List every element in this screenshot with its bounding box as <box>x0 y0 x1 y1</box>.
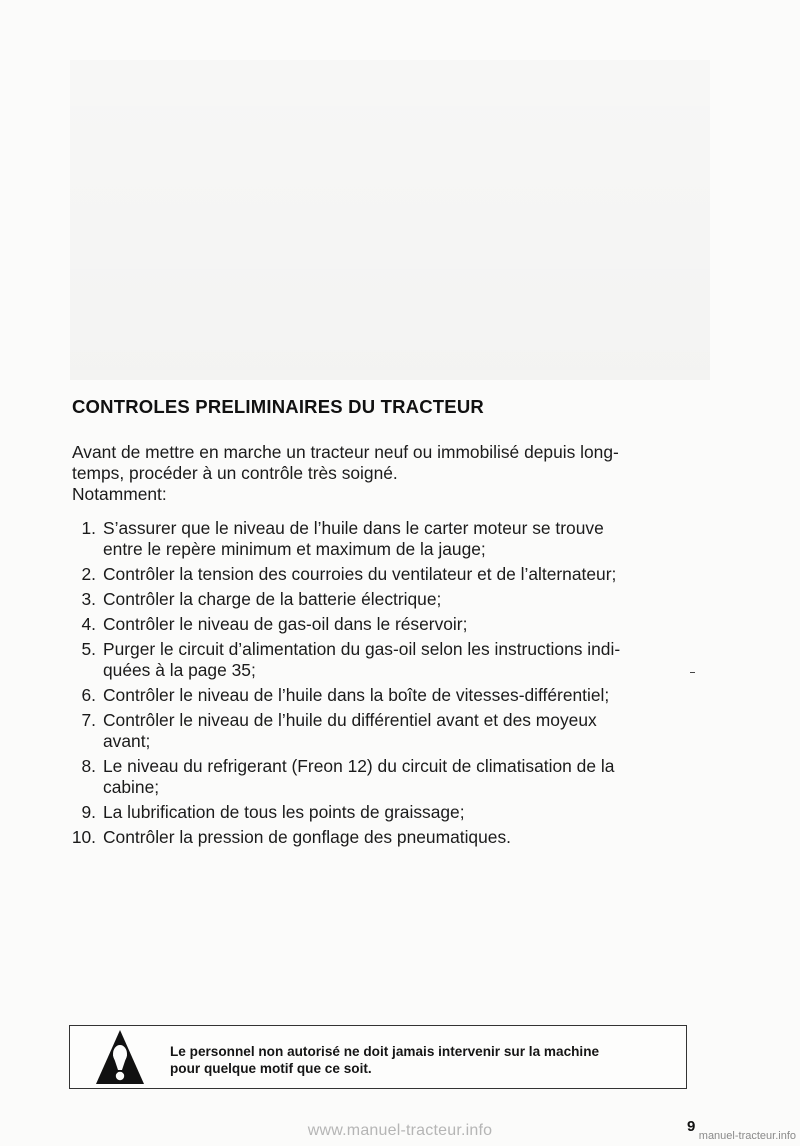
item-text: Contrôler le niveau de l’huile dans la boîte de vitesses-différentiel; <box>103 685 610 705</box>
watermark-corner: manuel-tracteur.info <box>698 1130 796 1142</box>
safety-notice-box <box>69 1025 687 1089</box>
watermark-center: www.manuel-tracteur.info <box>307 1122 493 1139</box>
item-text: Purger le circuit d’alimentation du gas-oil selon les instructions indi- <box>103 639 621 659</box>
intro-line: Notamment: <box>72 484 167 504</box>
item-text: Contrôler le niveau de l’huile du différentiel avant et des moyeux <box>103 710 597 730</box>
list-item <box>62 589 702 610</box>
item-text: S’assurer que le niveau de l’huile dans le carter moteur se trouve <box>103 518 604 538</box>
section-title: CONTROLES PRELIMINAIRES DU TRACTEUR <box>72 396 484 417</box>
notice-line: pour quelque motif que ce soit. <box>170 1061 372 1076</box>
list-item <box>62 756 702 798</box>
intro-line: Avant de mettre en marche un tracteur neuf ou immobilisé depuis long- <box>72 442 619 462</box>
item-text: avant; <box>103 731 151 751</box>
item-number: 10. <box>71 827 96 847</box>
item-number: 9. <box>81 802 96 822</box>
item-number: 4. <box>81 614 96 634</box>
item-text: La lubrification de tous les points de graissage; <box>103 802 465 822</box>
item-text: Contrôler la pression de gonflage des pneumatiques. <box>103 827 511 847</box>
item-text: quées à la page 35; <box>103 660 256 680</box>
faint-image-area <box>70 60 710 380</box>
checklist <box>62 518 702 848</box>
item-number: 3. <box>81 589 96 609</box>
item-text: Contrôler la charge de la batterie électrique; <box>103 589 442 609</box>
print-mark <box>690 672 695 673</box>
item-text: Contrôler la tension des courroies du ventilateur et de l’alternateur; <box>103 564 617 584</box>
item-text: cabine; <box>103 777 160 797</box>
item-number: 5. <box>81 639 96 659</box>
list-item <box>62 710 702 752</box>
item-text: Contrôler le niveau de gas-oil dans le réservoir; <box>103 614 468 634</box>
item-number: 2. <box>81 564 96 584</box>
intro-paragraph <box>72 442 702 505</box>
list-item <box>62 518 702 560</box>
list-item <box>62 802 702 823</box>
item-number: 8. <box>81 756 96 776</box>
item-number: 1. <box>81 518 96 538</box>
list-item <box>62 564 702 585</box>
item-number: 7. <box>81 710 96 730</box>
item-text: Le niveau du refrigerant (Freon 12) du circuit de climatisation de la <box>103 756 615 776</box>
item-text: entre le repère minimum et maximum de la jauge; <box>103 539 486 559</box>
intro-line: temps, procéder à un contrôle très soigné. <box>72 463 398 483</box>
list-item <box>62 639 702 681</box>
list-item <box>62 614 702 635</box>
notice-text <box>170 1043 599 1077</box>
list-item <box>62 827 702 848</box>
item-number: 6. <box>81 685 96 705</box>
list-item <box>62 685 702 706</box>
page-number: 9 <box>687 1118 696 1135</box>
warning-triangle-icon <box>94 1028 146 1086</box>
notice-line: Le personnel non autorisé ne doit jamais intervenir sur la machine <box>170 1044 600 1059</box>
